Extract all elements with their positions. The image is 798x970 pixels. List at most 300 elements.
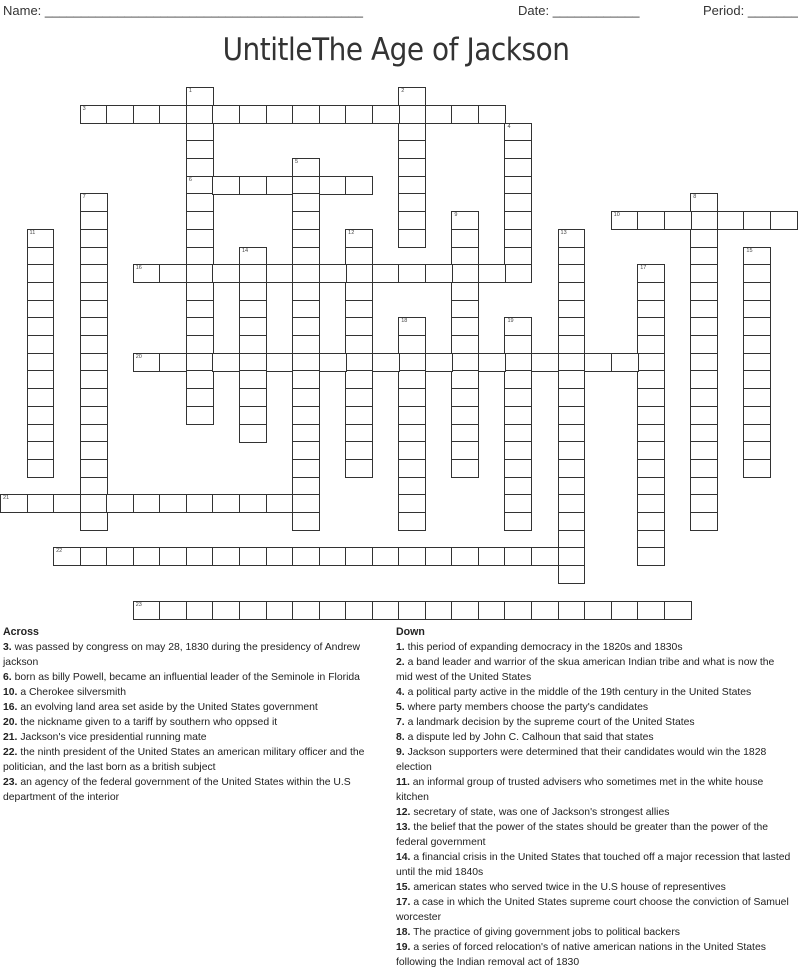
crossword-cell[interactable]	[186, 87, 214, 106]
crossword-cell[interactable]	[27, 264, 55, 283]
crossword-cell[interactable]	[690, 441, 718, 460]
crossword-cell[interactable]	[292, 176, 320, 195]
crossword-cell[interactable]	[266, 601, 294, 620]
crossword-cell[interactable]	[398, 158, 426, 177]
crossword-cell[interactable]	[531, 353, 559, 372]
crossword-cell[interactable]	[292, 494, 320, 513]
crossword-cell[interactable]	[637, 211, 665, 230]
crossword-cell[interactable]	[133, 264, 161, 283]
crossword-cell[interactable]	[743, 317, 771, 336]
crossword-cell[interactable]	[186, 317, 214, 336]
crossword-cell[interactable]	[186, 247, 214, 266]
crossword-cell[interactable]	[292, 459, 320, 478]
crossword-cell[interactable]	[478, 353, 506, 372]
crossword-cell[interactable]	[345, 424, 373, 443]
crossword-cell[interactable]	[345, 300, 373, 319]
crossword-cell[interactable]	[743, 211, 771, 230]
crossword-cell[interactable]	[637, 477, 665, 496]
crossword-cell[interactable]	[292, 158, 320, 177]
crossword-cell[interactable]	[637, 317, 665, 336]
crossword-cell[interactable]	[690, 300, 718, 319]
crossword-cell[interactable]	[558, 477, 586, 496]
crossword-cell[interactable]	[504, 370, 532, 389]
crossword-cell[interactable]	[80, 229, 108, 248]
crossword-cell[interactable]	[80, 424, 108, 443]
crossword-cell[interactable]	[345, 229, 373, 248]
crossword-cell[interactable]	[504, 477, 532, 496]
crossword-cell[interactable]	[266, 547, 294, 566]
crossword-cell[interactable]	[425, 547, 453, 566]
crossword-cell[interactable]	[558, 424, 586, 443]
crossword-cell[interactable]	[398, 176, 426, 195]
crossword-cell[interactable]	[292, 388, 320, 407]
crossword-cell[interactable]	[372, 105, 400, 124]
crossword-cell[interactable]	[292, 193, 320, 212]
crossword-cell[interactable]	[239, 547, 267, 566]
crossword-cell[interactable]	[451, 105, 479, 124]
crossword-cell[interactable]	[212, 353, 240, 372]
crossword-cell[interactable]	[345, 176, 373, 195]
crossword-cell[interactable]	[504, 317, 532, 336]
crossword-cell[interactable]	[558, 229, 586, 248]
crossword-cell[interactable]	[690, 477, 718, 496]
crossword-cell[interactable]	[345, 459, 373, 478]
crossword-cell[interactable]	[743, 353, 771, 372]
crossword-cell[interactable]	[637, 512, 665, 531]
crossword-cell[interactable]	[27, 317, 55, 336]
crossword-cell[interactable]	[345, 370, 373, 389]
crossword-cell[interactable]	[558, 247, 586, 266]
crossword-cell[interactable]	[743, 264, 771, 283]
crossword-cell[interactable]	[80, 282, 108, 301]
crossword-cell[interactable]	[27, 494, 55, 513]
crossword-cell[interactable]	[27, 229, 55, 248]
crossword-cell[interactable]	[504, 601, 532, 620]
crossword-cell[interactable]	[239, 300, 267, 319]
crossword-cell[interactable]	[743, 406, 771, 425]
crossword-cell[interactable]	[637, 424, 665, 443]
crossword-cell[interactable]	[690, 282, 718, 301]
crossword-cell[interactable]	[345, 247, 373, 266]
crossword-cell[interactable]	[212, 494, 240, 513]
crossword-cell[interactable]	[239, 105, 267, 124]
crossword-cell[interactable]	[159, 601, 187, 620]
crossword-cell[interactable]	[425, 105, 453, 124]
crossword-cell[interactable]	[637, 282, 665, 301]
crossword-cell[interactable]	[398, 193, 426, 212]
crossword-cell[interactable]	[398, 547, 426, 566]
crossword-cell[interactable]	[637, 335, 665, 354]
crossword-cell[interactable]	[292, 370, 320, 389]
crossword-cell[interactable]	[133, 105, 161, 124]
crossword-cell[interactable]	[451, 247, 479, 266]
crossword-cell[interactable]	[690, 388, 718, 407]
crossword-cell[interactable]	[398, 353, 426, 372]
crossword-cell[interactable]	[80, 247, 108, 266]
crossword-cell[interactable]	[239, 406, 267, 425]
crossword-cell[interactable]	[266, 353, 294, 372]
crossword-cell[interactable]	[558, 565, 586, 584]
crossword-cell[interactable]	[106, 494, 134, 513]
crossword-cell[interactable]	[27, 282, 55, 301]
crossword-cell[interactable]	[690, 370, 718, 389]
crossword-cell[interactable]	[558, 317, 586, 336]
crossword-cell[interactable]	[451, 300, 479, 319]
crossword-cell[interactable]	[451, 459, 479, 478]
crossword-cell[interactable]	[558, 512, 586, 531]
crossword-cell[interactable]	[690, 459, 718, 478]
crossword-cell[interactable]	[80, 300, 108, 319]
crossword-cell[interactable]	[398, 477, 426, 496]
crossword-cell[interactable]	[186, 264, 214, 283]
crossword-cell[interactable]	[186, 335, 214, 354]
crossword-cell[interactable]	[504, 193, 532, 212]
crossword-cell[interactable]	[186, 353, 214, 372]
crossword-cell[interactable]	[558, 601, 586, 620]
crossword-cell[interactable]	[558, 494, 586, 513]
crossword-cell[interactable]	[372, 547, 400, 566]
crossword-cell[interactable]	[637, 530, 665, 549]
crossword-cell[interactable]	[478, 601, 506, 620]
crossword-cell[interactable]	[292, 335, 320, 354]
crossword-cell[interactable]	[398, 87, 426, 106]
crossword-cell[interactable]	[319, 105, 347, 124]
crossword-cell[interactable]	[292, 601, 320, 620]
crossword-cell[interactable]	[451, 282, 479, 301]
crossword-cell[interactable]	[292, 477, 320, 496]
crossword-cell[interactable]	[690, 512, 718, 531]
crossword-cell[interactable]	[558, 370, 586, 389]
crossword-cell[interactable]	[292, 406, 320, 425]
crossword-cell[interactable]	[584, 601, 612, 620]
crossword-cell[interactable]	[133, 601, 161, 620]
crossword-cell[interactable]	[637, 353, 665, 372]
crossword-cell[interactable]	[266, 264, 294, 283]
crossword-cell[interactable]	[80, 193, 108, 212]
crossword-cell[interactable]	[186, 229, 214, 248]
crossword-cell[interactable]	[186, 105, 214, 124]
crossword-cell[interactable]	[558, 264, 586, 283]
crossword-cell[interactable]	[558, 547, 586, 566]
crossword-cell[interactable]	[345, 601, 373, 620]
crossword-cell[interactable]	[186, 193, 214, 212]
crossword-cell[interactable]	[504, 123, 532, 142]
crossword-cell[interactable]	[186, 370, 214, 389]
crossword-cell[interactable]	[425, 601, 453, 620]
crossword-cell[interactable]	[558, 530, 586, 549]
crossword-cell[interactable]	[690, 264, 718, 283]
crossword-cell[interactable]	[80, 264, 108, 283]
crossword-cell[interactable]	[398, 459, 426, 478]
crossword-cell[interactable]	[319, 601, 347, 620]
crossword-cell[interactable]	[80, 105, 108, 124]
crossword-cell[interactable]	[637, 601, 665, 620]
crossword-cell[interactable]	[504, 494, 532, 513]
crossword-cell[interactable]	[212, 105, 240, 124]
crossword-cell[interactable]	[558, 388, 586, 407]
crossword-cell[interactable]	[239, 176, 267, 195]
crossword-cell[interactable]	[239, 264, 267, 283]
crossword-cell[interactable]	[319, 547, 347, 566]
crossword-cell[interactable]	[664, 601, 692, 620]
crossword-cell[interactable]	[80, 477, 108, 496]
crossword-cell[interactable]	[451, 317, 479, 336]
crossword-cell[interactable]	[80, 388, 108, 407]
crossword-cell[interactable]	[80, 211, 108, 230]
crossword-cell[interactable]	[690, 211, 718, 230]
crossword-cell[interactable]	[558, 459, 586, 478]
crossword-cell[interactable]	[186, 158, 214, 177]
crossword-cell[interactable]	[186, 406, 214, 425]
crossword-cell[interactable]	[558, 300, 586, 319]
crossword-cell[interactable]	[451, 441, 479, 460]
crossword-cell[interactable]	[80, 441, 108, 460]
crossword-cell[interactable]	[27, 300, 55, 319]
crossword-cell[interactable]	[531, 601, 559, 620]
crossword-cell[interactable]	[743, 459, 771, 478]
crossword-cell[interactable]	[637, 300, 665, 319]
crossword-cell[interactable]	[106, 105, 134, 124]
crossword-cell[interactable]	[504, 547, 532, 566]
crossword-cell[interactable]	[451, 335, 479, 354]
crossword-cell[interactable]	[690, 335, 718, 354]
crossword-cell[interactable]	[398, 264, 426, 283]
crossword-cell[interactable]	[239, 247, 267, 266]
crossword-cell[interactable]	[558, 282, 586, 301]
crossword-cell[interactable]	[637, 370, 665, 389]
crossword-cell[interactable]	[27, 388, 55, 407]
crossword-cell[interactable]	[504, 247, 532, 266]
crossword-cell[interactable]	[186, 176, 214, 195]
crossword-cell[interactable]	[292, 211, 320, 230]
crossword-cell[interactable]	[27, 247, 55, 266]
crossword-cell[interactable]	[186, 140, 214, 159]
crossword-cell[interactable]	[637, 547, 665, 566]
crossword-cell[interactable]	[239, 335, 267, 354]
crossword-cell[interactable]	[504, 441, 532, 460]
crossword-cell[interactable]	[186, 494, 214, 513]
crossword-cell[interactable]	[743, 335, 771, 354]
crossword-cell[interactable]	[292, 282, 320, 301]
crossword-cell[interactable]	[292, 264, 320, 283]
crossword-cell[interactable]	[690, 424, 718, 443]
crossword-cell[interactable]	[504, 211, 532, 230]
crossword-cell[interactable]	[345, 282, 373, 301]
crossword-cell[interactable]	[27, 370, 55, 389]
crossword-cell[interactable]	[186, 547, 214, 566]
crossword-cell[interactable]	[398, 512, 426, 531]
crossword-cell[interactable]	[53, 494, 81, 513]
crossword-cell[interactable]	[451, 601, 479, 620]
crossword-cell[interactable]	[266, 494, 294, 513]
crossword-cell[interactable]	[637, 406, 665, 425]
crossword-cell[interactable]	[478, 105, 506, 124]
crossword-cell[interactable]	[743, 247, 771, 266]
crossword-cell[interactable]	[743, 370, 771, 389]
crossword-cell[interactable]	[80, 370, 108, 389]
crossword-cell[interactable]	[372, 353, 400, 372]
crossword-cell[interactable]	[690, 494, 718, 513]
crossword-cell[interactable]	[690, 317, 718, 336]
crossword-cell[interactable]	[478, 264, 506, 283]
crossword-cell[interactable]	[504, 459, 532, 478]
crossword-cell[interactable]	[398, 424, 426, 443]
crossword-cell[interactable]	[690, 247, 718, 266]
crossword-cell[interactable]	[186, 123, 214, 142]
crossword-cell[interactable]	[451, 388, 479, 407]
crossword-cell[interactable]	[558, 406, 586, 425]
crossword-cell[interactable]	[690, 406, 718, 425]
crossword-cell[interactable]	[319, 264, 347, 283]
crossword-cell[interactable]	[186, 388, 214, 407]
crossword-cell[interactable]	[743, 300, 771, 319]
crossword-cell[interactable]	[717, 211, 745, 230]
crossword-cell[interactable]	[558, 441, 586, 460]
crossword-cell[interactable]	[292, 317, 320, 336]
crossword-cell[interactable]	[239, 424, 267, 443]
crossword-cell[interactable]	[239, 353, 267, 372]
crossword-cell[interactable]	[292, 353, 320, 372]
crossword-cell[interactable]	[398, 105, 426, 124]
crossword-cell[interactable]	[743, 388, 771, 407]
crossword-cell[interactable]	[531, 547, 559, 566]
crossword-cell[interactable]	[80, 459, 108, 478]
crossword-cell[interactable]	[345, 441, 373, 460]
crossword-cell[interactable]	[212, 264, 240, 283]
crossword-cell[interactable]	[451, 353, 479, 372]
crossword-cell[interactable]	[27, 335, 55, 354]
crossword-cell[interactable]	[743, 424, 771, 443]
crossword-cell[interactable]	[504, 424, 532, 443]
crossword-cell[interactable]	[292, 441, 320, 460]
crossword-cell[interactable]	[637, 441, 665, 460]
crossword-cell[interactable]	[239, 388, 267, 407]
crossword-cell[interactable]	[27, 441, 55, 460]
crossword-cell[interactable]	[504, 406, 532, 425]
crossword-cell[interactable]	[637, 494, 665, 513]
crossword-cell[interactable]	[398, 317, 426, 336]
crossword-cell[interactable]	[212, 176, 240, 195]
crossword-cell[interactable]	[425, 264, 453, 283]
crossword-cell[interactable]	[398, 601, 426, 620]
crossword-cell[interactable]	[159, 353, 187, 372]
crossword-cell[interactable]	[425, 353, 453, 372]
crossword-cell[interactable]	[27, 424, 55, 443]
crossword-cell[interactable]	[398, 406, 426, 425]
crossword-cell[interactable]	[637, 388, 665, 407]
crossword-cell[interactable]	[611, 211, 639, 230]
crossword-cell[interactable]	[292, 247, 320, 266]
crossword-cell[interactable]	[504, 140, 532, 159]
crossword-cell[interactable]	[266, 176, 294, 195]
crossword-cell[interactable]	[451, 370, 479, 389]
crossword-cell[interactable]	[504, 353, 532, 372]
crossword-cell[interactable]	[398, 211, 426, 230]
crossword-cell[interactable]	[584, 353, 612, 372]
crossword-cell[interactable]	[611, 601, 639, 620]
crossword-cell[interactable]	[319, 176, 347, 195]
crossword-cell[interactable]	[266, 105, 294, 124]
crossword-cell[interactable]	[398, 123, 426, 142]
crossword-cell[interactable]	[345, 264, 373, 283]
crossword-cell[interactable]	[80, 547, 108, 566]
crossword-cell[interactable]	[372, 601, 400, 620]
crossword-cell[interactable]	[345, 335, 373, 354]
crossword-cell[interactable]	[0, 494, 28, 513]
crossword-cell[interactable]	[398, 370, 426, 389]
crossword-cell[interactable]	[292, 229, 320, 248]
crossword-cell[interactable]	[186, 282, 214, 301]
crossword-cell[interactable]	[212, 601, 240, 620]
crossword-cell[interactable]	[398, 441, 426, 460]
crossword-cell[interactable]	[239, 494, 267, 513]
crossword-cell[interactable]	[239, 370, 267, 389]
crossword-cell[interactable]	[504, 512, 532, 531]
crossword-cell[interactable]	[27, 353, 55, 372]
crossword-cell[interactable]	[106, 547, 134, 566]
crossword-cell[interactable]	[345, 406, 373, 425]
crossword-cell[interactable]	[398, 140, 426, 159]
crossword-cell[interactable]	[743, 282, 771, 301]
crossword-cell[interactable]	[186, 601, 214, 620]
crossword-cell[interactable]	[451, 264, 479, 283]
crossword-cell[interactable]	[664, 211, 692, 230]
crossword-cell[interactable]	[345, 105, 373, 124]
crossword-cell[interactable]	[451, 424, 479, 443]
crossword-cell[interactable]	[558, 335, 586, 354]
crossword-cell[interactable]	[239, 282, 267, 301]
crossword-cell[interactable]	[504, 176, 532, 195]
crossword-cell[interactable]	[743, 441, 771, 460]
crossword-cell[interactable]	[133, 494, 161, 513]
crossword-cell[interactable]	[159, 494, 187, 513]
crossword-cell[interactable]	[398, 335, 426, 354]
crossword-cell[interactable]	[212, 547, 240, 566]
crossword-cell[interactable]	[239, 601, 267, 620]
crossword-cell[interactable]	[27, 459, 55, 478]
crossword-cell[interactable]	[292, 300, 320, 319]
crossword-cell[interactable]	[80, 317, 108, 336]
crossword-cell[interactable]	[690, 229, 718, 248]
crossword-cell[interactable]	[611, 353, 639, 372]
crossword-cell[interactable]	[80, 335, 108, 354]
crossword-cell[interactable]	[80, 494, 108, 513]
crossword-cell[interactable]	[398, 388, 426, 407]
crossword-cell[interactable]	[159, 547, 187, 566]
crossword-cell[interactable]	[186, 300, 214, 319]
crossword-cell[interactable]	[186, 211, 214, 230]
crossword-cell[interactable]	[292, 424, 320, 443]
crossword-cell[interactable]	[345, 353, 373, 372]
crossword-cell[interactable]	[504, 158, 532, 177]
crossword-cell[interactable]	[159, 264, 187, 283]
crossword-cell[interactable]	[478, 547, 506, 566]
crossword-cell[interactable]	[80, 353, 108, 372]
crossword-cell[interactable]	[504, 388, 532, 407]
crossword-cell[interactable]	[292, 105, 320, 124]
crossword-cell[interactable]	[558, 353, 586, 372]
crossword-cell[interactable]	[451, 547, 479, 566]
crossword-cell[interactable]	[345, 547, 373, 566]
crossword-cell[interactable]	[292, 512, 320, 531]
crossword-cell[interactable]	[239, 317, 267, 336]
crossword-cell[interactable]	[133, 353, 161, 372]
crossword-cell[interactable]	[690, 193, 718, 212]
crossword-cell[interactable]	[80, 512, 108, 531]
crossword-cell[interactable]	[319, 353, 347, 372]
crossword-cell[interactable]	[345, 388, 373, 407]
crossword-cell[interactable]	[504, 335, 532, 354]
